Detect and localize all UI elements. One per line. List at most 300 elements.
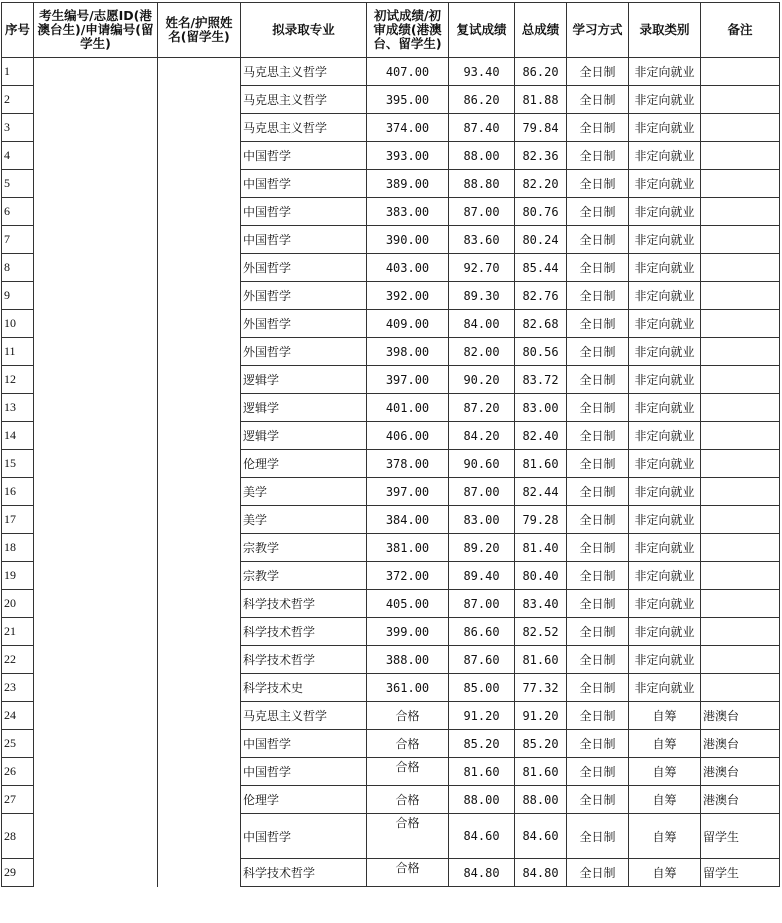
cell-no: 15 [2, 450, 34, 478]
cell-candidate-id [34, 674, 158, 702]
cell-admission-type: 非定向就业 [629, 674, 701, 702]
cell-total-score: 82.36 [515, 142, 567, 170]
cell-major: 中国哲学 [241, 814, 367, 859]
cell-candidate-id [34, 646, 158, 674]
cell-remarks [701, 450, 780, 478]
table-row [2, 786, 780, 814]
cell-remarks: 港澳台 [701, 758, 780, 786]
cell-study-mode: 全日制 [567, 170, 629, 198]
cell-candidate-id [34, 478, 158, 506]
cell-candidate-id [34, 730, 158, 758]
cell-retest-score: 83.00 [449, 506, 515, 534]
cell-remarks [701, 506, 780, 534]
cell-no: 12 [2, 366, 34, 394]
cell-candidate-id [34, 814, 158, 859]
cell-retest-score: 91.20 [449, 702, 515, 730]
cell-admission-type: 非定向就业 [629, 198, 701, 226]
cell-no: 29 [2, 859, 34, 887]
cell-no: 27 [2, 786, 34, 814]
cell-total-score: 81.40 [515, 534, 567, 562]
header-name: 姓名/护照姓名(留学生) [158, 3, 241, 58]
cell-name [158, 254, 241, 282]
cell-initial-score: 381.00 [367, 534, 449, 562]
table-row [2, 170, 780, 198]
table-row [2, 282, 780, 310]
cell-admission-type: 非定向就业 [629, 646, 701, 674]
cell-total-score: 80.56 [515, 338, 567, 366]
cell-no: 23 [2, 674, 34, 702]
table-row [2, 338, 780, 366]
cell-candidate-id [34, 534, 158, 562]
table-row [2, 450, 780, 478]
cell-remarks [701, 226, 780, 254]
cell-no: 20 [2, 590, 34, 618]
cell-retest-score: 84.20 [449, 422, 515, 450]
cell-name [158, 506, 241, 534]
cell-total-score: 82.76 [515, 282, 567, 310]
cell-major: 科学技术哲学 [241, 859, 367, 887]
cell-name [158, 310, 241, 338]
cell-total-score: 85.20 [515, 730, 567, 758]
cell-initial-score: 合格 [367, 702, 449, 730]
cell-initial-score: 390.00 [367, 226, 449, 254]
cell-retest-score: 86.60 [449, 618, 515, 646]
cell-candidate-id [34, 198, 158, 226]
cell-candidate-id [34, 86, 158, 114]
cell-initial-score: 372.00 [367, 562, 449, 590]
cell-admission-type: 非定向就业 [629, 478, 701, 506]
cell-candidate-id [34, 338, 158, 366]
table-row [2, 86, 780, 114]
cell-remarks [701, 254, 780, 282]
cell-study-mode: 全日制 [567, 590, 629, 618]
table-row [2, 58, 780, 86]
cell-admission-type: 非定向就业 [629, 254, 701, 282]
cell-major: 宗教学 [241, 534, 367, 562]
cell-major: 中国哲学 [241, 758, 367, 786]
cell-initial-score: 361.00 [367, 674, 449, 702]
table-row [2, 198, 780, 226]
cell-total-score: 81.88 [515, 86, 567, 114]
cell-major: 美学 [241, 506, 367, 534]
cell-total-score: 83.72 [515, 366, 567, 394]
cell-major: 中国哲学 [241, 730, 367, 758]
cell-retest-score: 93.40 [449, 58, 515, 86]
cell-name [158, 674, 241, 702]
cell-initial-score: 392.00 [367, 282, 449, 310]
cell-major: 科学技术哲学 [241, 618, 367, 646]
cell-no: 13 [2, 394, 34, 422]
cell-total-score: 81.60 [515, 450, 567, 478]
cell-admission-type: 自筹 [629, 786, 701, 814]
cell-no: 1 [2, 58, 34, 86]
cell-retest-score: 87.20 [449, 394, 515, 422]
cell-study-mode: 全日制 [567, 562, 629, 590]
cell-name [158, 562, 241, 590]
cell-admission-type: 非定向就业 [629, 534, 701, 562]
table-row [2, 590, 780, 618]
cell-no: 17 [2, 506, 34, 534]
cell-name [158, 590, 241, 618]
cell-retest-score: 90.20 [449, 366, 515, 394]
cell-candidate-id [34, 142, 158, 170]
cell-admission-type: 自筹 [629, 859, 701, 887]
cell-no: 18 [2, 534, 34, 562]
cell-study-mode: 全日制 [567, 338, 629, 366]
cell-study-mode: 全日制 [567, 450, 629, 478]
header-initial-score: 初试成绩/初审成绩(港澳台、留学生) [367, 3, 449, 58]
cell-candidate-id [34, 310, 158, 338]
cell-study-mode: 全日制 [567, 730, 629, 758]
cell-initial-score: 409.00 [367, 310, 449, 338]
cell-initial-score: 401.00 [367, 394, 449, 422]
cell-retest-score: 87.60 [449, 646, 515, 674]
cell-no: 7 [2, 226, 34, 254]
cell-retest-score: 86.20 [449, 86, 515, 114]
cell-remarks: 留学生 [701, 814, 780, 859]
cell-no: 11 [2, 338, 34, 366]
cell-admission-type: 自筹 [629, 702, 701, 730]
cell-total-score: 77.32 [515, 674, 567, 702]
header-total-score: 总成绩 [515, 3, 567, 58]
table-row [2, 422, 780, 450]
cell-remarks [701, 310, 780, 338]
cell-no: 8 [2, 254, 34, 282]
cell-remarks [701, 282, 780, 310]
cell-remarks [701, 170, 780, 198]
cell-candidate-id [34, 422, 158, 450]
cell-initial-score: 383.00 [367, 198, 449, 226]
cell-major: 宗教学 [241, 562, 367, 590]
table-row [2, 702, 780, 730]
table-row [2, 758, 780, 786]
table-row [2, 534, 780, 562]
cell-retest-score: 87.00 [449, 198, 515, 226]
cell-study-mode: 全日制 [567, 478, 629, 506]
cell-initial-score: 合格 [367, 859, 449, 887]
cell-major: 外国哲学 [241, 254, 367, 282]
cell-candidate-id [34, 450, 158, 478]
cell-remarks [701, 198, 780, 226]
cell-study-mode: 全日制 [567, 646, 629, 674]
table-row [2, 310, 780, 338]
cell-admission-type: 非定向就业 [629, 562, 701, 590]
cell-no: 6 [2, 198, 34, 226]
cell-candidate-id [34, 114, 158, 142]
cell-admission-type: 自筹 [629, 814, 701, 859]
cell-candidate-id [34, 254, 158, 282]
cell-name [158, 646, 241, 674]
cell-name [158, 170, 241, 198]
cell-study-mode: 全日制 [567, 674, 629, 702]
cell-name [158, 394, 241, 422]
cell-admission-type: 自筹 [629, 730, 701, 758]
cell-initial-score: 合格 [367, 814, 449, 859]
cell-major: 中国哲学 [241, 142, 367, 170]
cell-retest-score: 84.60 [449, 814, 515, 859]
table-row [2, 730, 780, 758]
cell-remarks [701, 394, 780, 422]
cell-major: 科学技术哲学 [241, 646, 367, 674]
cell-retest-score: 89.30 [449, 282, 515, 310]
cell-major: 伦理学 [241, 786, 367, 814]
cell-admission-type: 非定向就业 [629, 394, 701, 422]
cell-candidate-id [34, 859, 158, 887]
cell-name [158, 142, 241, 170]
cell-study-mode: 全日制 [567, 786, 629, 814]
cell-no: 21 [2, 618, 34, 646]
table-row [2, 646, 780, 674]
header-study-mode: 学习方式 [567, 3, 629, 58]
cell-retest-score: 84.80 [449, 859, 515, 887]
cell-retest-score: 89.40 [449, 562, 515, 590]
cell-study-mode: 全日制 [567, 226, 629, 254]
cell-initial-score: 374.00 [367, 114, 449, 142]
cell-retest-score: 85.20 [449, 730, 515, 758]
cell-major: 中国哲学 [241, 198, 367, 226]
cell-retest-score: 87.00 [449, 478, 515, 506]
cell-name [158, 618, 241, 646]
cell-study-mode: 全日制 [567, 282, 629, 310]
cell-candidate-id [34, 394, 158, 422]
cell-initial-score: 398.00 [367, 338, 449, 366]
cell-admission-type: 非定向就业 [629, 282, 701, 310]
cell-retest-score: 87.40 [449, 114, 515, 142]
cell-major: 伦理学 [241, 450, 367, 478]
cell-retest-score: 88.80 [449, 170, 515, 198]
cell-total-score: 91.20 [515, 702, 567, 730]
cell-study-mode: 全日制 [567, 198, 629, 226]
cell-remarks [701, 338, 780, 366]
cell-major: 中国哲学 [241, 170, 367, 198]
cell-total-score: 85.44 [515, 254, 567, 282]
cell-total-score: 82.44 [515, 478, 567, 506]
cell-major: 科学技术哲学 [241, 590, 367, 618]
cell-admission-type: 非定向就业 [629, 226, 701, 254]
cell-no: 5 [2, 170, 34, 198]
cell-retest-score: 81.60 [449, 758, 515, 786]
cell-remarks: 港澳台 [701, 702, 780, 730]
cell-total-score: 86.20 [515, 58, 567, 86]
cell-candidate-id [34, 786, 158, 814]
cell-study-mode: 全日制 [567, 618, 629, 646]
cell-initial-score: 407.00 [367, 58, 449, 86]
cell-initial-score: 403.00 [367, 254, 449, 282]
cell-study-mode: 全日制 [567, 506, 629, 534]
cell-no: 2 [2, 86, 34, 114]
cell-major: 马克思主义哲学 [241, 702, 367, 730]
cell-study-mode: 全日制 [567, 702, 629, 730]
cell-name [158, 86, 241, 114]
cell-no: 10 [2, 310, 34, 338]
cell-candidate-id [34, 58, 158, 86]
cell-remarks [701, 422, 780, 450]
cell-total-score: 81.60 [515, 758, 567, 786]
cell-initial-score: 合格 [367, 730, 449, 758]
cell-name [158, 730, 241, 758]
cell-study-mode: 全日制 [567, 142, 629, 170]
cell-admission-type: 非定向就业 [629, 58, 701, 86]
cell-admission-type: 非定向就业 [629, 366, 701, 394]
cell-study-mode: 全日制 [567, 310, 629, 338]
table-row [2, 814, 780, 859]
cell-name [158, 758, 241, 786]
cell-major: 马克思主义哲学 [241, 58, 367, 86]
cell-total-score: 84.60 [515, 814, 567, 859]
cell-total-score: 79.28 [515, 506, 567, 534]
cell-retest-score: 82.00 [449, 338, 515, 366]
cell-name [158, 58, 241, 86]
cell-remarks [701, 366, 780, 394]
table-body [2, 58, 780, 887]
cell-retest-score: 83.60 [449, 226, 515, 254]
admission-table [1, 2, 780, 887]
cell-major: 马克思主义哲学 [241, 114, 367, 142]
cell-name [158, 282, 241, 310]
cell-admission-type: 非定向就业 [629, 86, 701, 114]
cell-study-mode: 全日制 [567, 422, 629, 450]
cell-admission-type: 非定向就业 [629, 310, 701, 338]
cell-initial-score: 378.00 [367, 450, 449, 478]
cell-study-mode: 全日制 [567, 86, 629, 114]
cell-study-mode: 全日制 [567, 114, 629, 142]
table-row [2, 618, 780, 646]
cell-name [158, 366, 241, 394]
header-remarks: 备注 [701, 3, 780, 58]
cell-total-score: 82.20 [515, 170, 567, 198]
cell-major: 外国哲学 [241, 338, 367, 366]
header-major: 拟录取专业 [241, 3, 367, 58]
cell-initial-score: 389.00 [367, 170, 449, 198]
cell-no: 26 [2, 758, 34, 786]
table-row [2, 254, 780, 282]
header-candidate-id: 考生编号/志愿ID(港澳台生)/申请编号(留学生) [34, 3, 158, 58]
cell-total-score: 82.68 [515, 310, 567, 338]
cell-total-score: 80.76 [515, 198, 567, 226]
cell-admission-type: 非定向就业 [629, 338, 701, 366]
cell-remarks: 港澳台 [701, 730, 780, 758]
cell-remarks [701, 478, 780, 506]
cell-no: 14 [2, 422, 34, 450]
cell-no: 4 [2, 142, 34, 170]
cell-name [158, 534, 241, 562]
cell-admission-type: 非定向就业 [629, 114, 701, 142]
cell-total-score: 80.40 [515, 562, 567, 590]
cell-admission-type: 非定向就业 [629, 170, 701, 198]
cell-total-score: 83.40 [515, 590, 567, 618]
cell-major: 中国哲学 [241, 226, 367, 254]
cell-no: 28 [2, 814, 34, 859]
cell-initial-score: 384.00 [367, 506, 449, 534]
cell-remarks [701, 674, 780, 702]
cell-total-score: 80.24 [515, 226, 567, 254]
cell-total-score: 82.40 [515, 422, 567, 450]
cell-retest-score: 90.60 [449, 450, 515, 478]
cell-candidate-id [34, 506, 158, 534]
cell-no: 19 [2, 562, 34, 590]
header-row [2, 3, 780, 58]
cell-major: 逻辑学 [241, 422, 367, 450]
cell-name [158, 478, 241, 506]
cell-name [158, 226, 241, 254]
header-no: 序号 [2, 3, 34, 58]
cell-major: 科学技术史 [241, 674, 367, 702]
cell-initial-score: 388.00 [367, 646, 449, 674]
cell-candidate-id [34, 618, 158, 646]
cell-major: 逻辑学 [241, 394, 367, 422]
cell-retest-score: 89.20 [449, 534, 515, 562]
cell-name [158, 814, 241, 859]
cell-candidate-id [34, 562, 158, 590]
cell-name [158, 114, 241, 142]
table-row [2, 114, 780, 142]
cell-no: 9 [2, 282, 34, 310]
cell-admission-type: 非定向就业 [629, 422, 701, 450]
cell-no: 16 [2, 478, 34, 506]
cell-total-score: 79.84 [515, 114, 567, 142]
table-row [2, 674, 780, 702]
table-row [2, 506, 780, 534]
cell-remarks: 港澳台 [701, 786, 780, 814]
table-row [2, 226, 780, 254]
cell-admission-type: 非定向就业 [629, 450, 701, 478]
cell-candidate-id [34, 170, 158, 198]
cell-major: 马克思主义哲学 [241, 86, 367, 114]
table-row [2, 142, 780, 170]
cell-remarks [701, 590, 780, 618]
cell-remarks: 留学生 [701, 859, 780, 887]
table-row [2, 366, 780, 394]
cell-no: 25 [2, 730, 34, 758]
cell-initial-score: 合格 [367, 786, 449, 814]
cell-major: 外国哲学 [241, 310, 367, 338]
cell-admission-type: 非定向就业 [629, 590, 701, 618]
cell-initial-score: 399.00 [367, 618, 449, 646]
cell-total-score: 81.60 [515, 646, 567, 674]
cell-name [158, 859, 241, 887]
cell-no: 3 [2, 114, 34, 142]
cell-initial-score: 397.00 [367, 478, 449, 506]
cell-name [158, 422, 241, 450]
cell-initial-score: 393.00 [367, 142, 449, 170]
cell-retest-score: 88.00 [449, 786, 515, 814]
cell-candidate-id [34, 758, 158, 786]
cell-admission-type: 非定向就业 [629, 142, 701, 170]
cell-candidate-id [34, 226, 158, 254]
cell-total-score: 84.80 [515, 859, 567, 887]
cell-total-score: 83.00 [515, 394, 567, 422]
cell-retest-score: 87.00 [449, 590, 515, 618]
cell-study-mode: 全日制 [567, 534, 629, 562]
cell-study-mode: 全日制 [567, 58, 629, 86]
cell-retest-score: 92.70 [449, 254, 515, 282]
cell-study-mode: 全日制 [567, 394, 629, 422]
cell-major: 逻辑学 [241, 366, 367, 394]
table-row [2, 859, 780, 887]
cell-no: 22 [2, 646, 34, 674]
cell-remarks [701, 142, 780, 170]
cell-name [158, 338, 241, 366]
cell-study-mode: 全日制 [567, 814, 629, 859]
cell-remarks [701, 562, 780, 590]
cell-retest-score: 85.00 [449, 674, 515, 702]
cell-remarks [701, 618, 780, 646]
cell-initial-score: 397.00 [367, 366, 449, 394]
cell-name [158, 450, 241, 478]
cell-remarks [701, 646, 780, 674]
table-row [2, 478, 780, 506]
cell-candidate-id [34, 702, 158, 730]
